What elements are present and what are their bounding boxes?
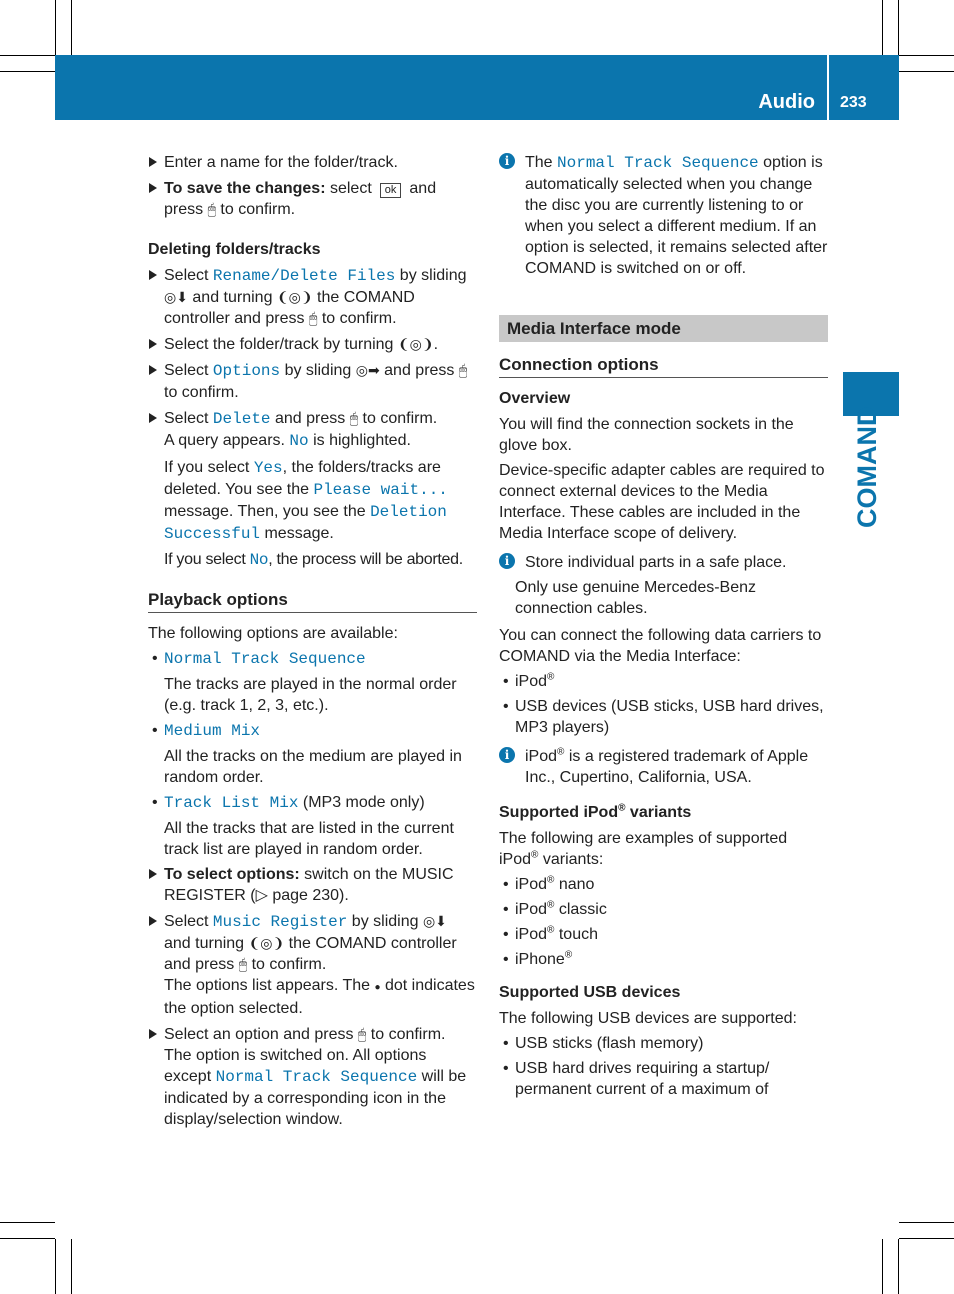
heading-text: variants bbox=[625, 804, 692, 821]
crop-mark bbox=[899, 1222, 954, 1223]
turn-icon: ❨◎❩ bbox=[248, 935, 285, 951]
menu-item-ref: Delete bbox=[212, 410, 271, 428]
menu-item-ref: Normal Track Sequence bbox=[215, 1068, 418, 1086]
step-text: dot indicates the option selected. bbox=[164, 977, 475, 1017]
crop-mark bbox=[882, 0, 883, 55]
step-text: Select bbox=[164, 410, 213, 427]
section-title: Audio bbox=[758, 91, 815, 113]
menu-item-ref: Rename/Delete Files bbox=[212, 267, 396, 285]
paragraph bbox=[148, 457, 477, 545]
menu-item-ref: Music Register bbox=[212, 913, 348, 931]
para-text: message. bbox=[260, 525, 334, 542]
step-bold: To save the changes: bbox=[164, 180, 326, 197]
list-item bbox=[499, 899, 828, 920]
step-text: to confirm. bbox=[317, 310, 397, 327]
crop-mark bbox=[71, 1239, 72, 1294]
crop-mark bbox=[55, 1239, 56, 1294]
note-text: option is automatically selected when you change the disc you are currently listening to or when you select a different medium. If an option is selected, it remains selected after COMAND is switched on or off. bbox=[525, 154, 828, 277]
step-text: is highlighted. bbox=[308, 432, 411, 449]
step-text: The option is switched on. All options except bbox=[164, 1047, 427, 1085]
step-text: . bbox=[433, 336, 439, 353]
menu-item-ref: Normal Track Sequence bbox=[557, 154, 759, 172]
menu-item-ref: Normal Track Sequence bbox=[164, 650, 366, 668]
crop-mark bbox=[0, 1222, 55, 1223]
list-text: USB hard drives requiring a startup/ permanent current of a maximum of bbox=[515, 1060, 770, 1098]
paragraph: You can connect the following data carriers to COMAND via the Media Interface: bbox=[499, 627, 822, 665]
list-item bbox=[499, 949, 828, 970]
step-text: Select bbox=[164, 913, 213, 930]
step-text: switch on the MUSIC REGISTER (▷ page 230). bbox=[164, 866, 454, 904]
step bbox=[148, 360, 477, 403]
step bbox=[148, 334, 477, 355]
para-text: If you select bbox=[164, 459, 254, 476]
slide-right-icon: ◎➡ bbox=[355, 362, 380, 378]
note-text: iPod bbox=[525, 748, 558, 765]
slide-down-icon: ◎⬇ bbox=[164, 289, 188, 305]
left-column bbox=[148, 152, 477, 1135]
section-heading: Deleting folders/tracks bbox=[148, 241, 321, 258]
step-text: The options list appears. The bbox=[164, 977, 371, 994]
press-icon: 🖱 bbox=[458, 362, 468, 378]
note-text: The bbox=[525, 154, 558, 171]
side-label-text: COMAND bbox=[852, 406, 882, 528]
step-text: and turning bbox=[187, 289, 273, 306]
step-text: and press bbox=[164, 180, 437, 218]
list-text: classic bbox=[554, 901, 607, 918]
subsection-heading bbox=[499, 802, 828, 823]
crop-mark bbox=[899, 55, 954, 56]
step-text: the COMAND controller and press bbox=[164, 289, 415, 327]
list-text: iPod bbox=[515, 876, 548, 893]
page-header bbox=[55, 55, 899, 120]
para-text: message. Then, you see the bbox=[164, 503, 371, 520]
list-item bbox=[148, 648, 477, 670]
step-text: Enter a name for the folder/track. bbox=[164, 154, 398, 171]
para-text: The following are examples of supported iPod bbox=[499, 830, 788, 868]
section-heading: Playback options bbox=[148, 589, 477, 613]
step bbox=[148, 265, 477, 329]
right-column bbox=[499, 152, 828, 1104]
step-bold: To select options: bbox=[164, 866, 300, 883]
step bbox=[148, 1024, 477, 1130]
list-text: iPhone bbox=[515, 951, 565, 968]
list-text: iPod bbox=[515, 926, 548, 943]
step-text: to confirm. bbox=[215, 201, 296, 218]
list-text: (MP3 mode only) bbox=[298, 794, 425, 811]
registered-mark: ® bbox=[564, 949, 573, 961]
paragraph: The tracks are played in the normal order (e.g. track 1, 2, 3, etc.). bbox=[164, 676, 457, 714]
step-text: by sliding bbox=[395, 267, 467, 284]
crop-mark bbox=[899, 71, 954, 72]
menu-item-ref: No bbox=[249, 551, 269, 569]
crop-mark bbox=[55, 0, 56, 55]
menu-item-ref: No bbox=[289, 432, 309, 450]
step-text: Select an option and press bbox=[164, 1026, 354, 1043]
paragraph: You will find the connection sockets in the glove box. bbox=[499, 416, 794, 454]
list-item bbox=[499, 1058, 828, 1100]
note-text: Only use genuine Mercedes-Benz connection cables. bbox=[515, 579, 757, 617]
paragraph: Device-specific adapter cables are required to connect external devices to the Media Interface. These cables are included in the Media Interface scope of delivery. bbox=[499, 462, 825, 542]
list-item bbox=[148, 720, 477, 742]
crop-mark bbox=[899, 1238, 954, 1239]
list-text: iPod bbox=[515, 673, 548, 690]
step bbox=[148, 152, 477, 173]
press-icon: 🖱 bbox=[238, 956, 248, 972]
step-text: select bbox=[325, 180, 372, 197]
slide-down-icon: ◎⬇ bbox=[422, 913, 447, 929]
crop-mark bbox=[71, 0, 72, 55]
registered-mark: ® bbox=[547, 924, 555, 936]
registered-mark: ® bbox=[547, 671, 555, 683]
step-text: will be indicated by a corresponding icon in the display/selection window. bbox=[164, 1068, 467, 1128]
section-heading: Connection options bbox=[499, 354, 828, 378]
list-text: touch bbox=[554, 926, 598, 943]
step bbox=[148, 178, 477, 220]
paragraph: The following options are available: bbox=[148, 625, 398, 642]
crop-mark bbox=[0, 1238, 55, 1239]
menu-item-ref: Medium Mix bbox=[164, 722, 261, 740]
crop-mark bbox=[0, 71, 55, 72]
step bbox=[148, 408, 477, 452]
info-icon: i bbox=[499, 747, 515, 763]
press-icon: 🖱 bbox=[207, 201, 216, 217]
para-text: , the process will be aborted. bbox=[268, 551, 463, 568]
registered-mark: ® bbox=[547, 899, 555, 911]
page-number: 233 bbox=[840, 94, 867, 111]
subsection-heading: Supported USB devices bbox=[499, 984, 681, 1001]
registered-mark: ® bbox=[618, 802, 626, 814]
menu-item-ref: Track List Mix bbox=[164, 794, 299, 812]
heading-text: Supported iPod bbox=[499, 804, 619, 821]
info-note bbox=[499, 552, 828, 619]
step-text: Select bbox=[164, 267, 213, 284]
crop-mark bbox=[882, 1239, 883, 1294]
list-text: nano bbox=[554, 876, 595, 893]
turn-icon: ❨◎❩ bbox=[397, 336, 434, 352]
info-icon: i bbox=[499, 553, 515, 569]
list-item bbox=[499, 1033, 828, 1054]
list-item bbox=[148, 792, 477, 814]
paragraph bbox=[148, 549, 477, 571]
paragraph bbox=[499, 828, 828, 870]
press-icon: 🖱 bbox=[308, 310, 318, 326]
info-note bbox=[499, 152, 828, 279]
press-icon: 🖱 bbox=[349, 410, 359, 426]
step-text: and press bbox=[379, 362, 455, 379]
list-item bbox=[499, 924, 828, 945]
ok-key-icon: ok bbox=[380, 183, 402, 198]
note-text: Store individual parts in a safe place. bbox=[525, 554, 787, 571]
menu-item-ref: Please wait... bbox=[313, 481, 448, 499]
para-text: If you select bbox=[164, 551, 250, 568]
step-text: A query appears. bbox=[164, 432, 290, 449]
paragraph: All the tracks that are listed in the current track list are played in random order. bbox=[164, 820, 454, 858]
paragraph: All the tracks on the medium are played in random order. bbox=[164, 748, 462, 786]
info-note bbox=[499, 746, 828, 788]
list-text: iPod bbox=[515, 901, 548, 918]
menu-item-ref: Options bbox=[212, 362, 281, 380]
step-text: Select bbox=[164, 362, 213, 379]
list-text: USB devices (USB sticks, USB hard drives, MP3 players) bbox=[515, 698, 824, 736]
step-text: Select the folder/track by turning bbox=[164, 336, 394, 353]
step-text: to confirm. bbox=[247, 956, 327, 973]
subsection-heading: Overview bbox=[499, 390, 571, 407]
step bbox=[148, 911, 477, 1019]
menu-item-ref: Yes bbox=[253, 459, 283, 477]
step-text: by sliding bbox=[280, 362, 352, 379]
registered-mark: ® bbox=[557, 746, 565, 758]
list-item bbox=[499, 671, 828, 692]
para-text: , the folders/tracks are deleted. You see the bbox=[164, 459, 441, 498]
registered-mark: ® bbox=[547, 874, 555, 886]
step-text: to confirm. bbox=[358, 410, 438, 427]
step-text: and press bbox=[270, 410, 346, 427]
step-text: by sliding bbox=[347, 913, 419, 930]
step-text: to confirm. bbox=[164, 384, 239, 401]
step-text: and turning bbox=[164, 935, 245, 952]
list-item bbox=[499, 696, 828, 738]
para-text: variants: bbox=[538, 851, 604, 868]
chapter-heading: Media Interface mode bbox=[499, 315, 828, 342]
menu-item-ref: Deletion Successful bbox=[164, 503, 447, 543]
step-text: to confirm. bbox=[366, 1026, 446, 1043]
header-divider bbox=[827, 55, 829, 120]
press-icon: 🖱 bbox=[357, 1026, 367, 1042]
crop-mark bbox=[898, 1239, 899, 1294]
paragraph: The following USB devices are supported: bbox=[499, 1010, 797, 1027]
registered-mark: ® bbox=[531, 849, 539, 861]
list-text: USB sticks (flash memory) bbox=[515, 1035, 704, 1052]
radio-dot-icon: ● bbox=[374, 982, 381, 993]
crop-mark bbox=[898, 0, 899, 55]
info-icon: i bbox=[499, 153, 515, 169]
turn-icon: ❨◎❩ bbox=[276, 289, 313, 305]
step-text: the COMAND controller and press bbox=[164, 935, 457, 973]
note-text: is a registered trademark of Apple Inc., Cupertino, California, USA. bbox=[525, 748, 809, 786]
crop-mark bbox=[0, 55, 55, 56]
list-item bbox=[499, 874, 828, 895]
step bbox=[148, 864, 477, 906]
